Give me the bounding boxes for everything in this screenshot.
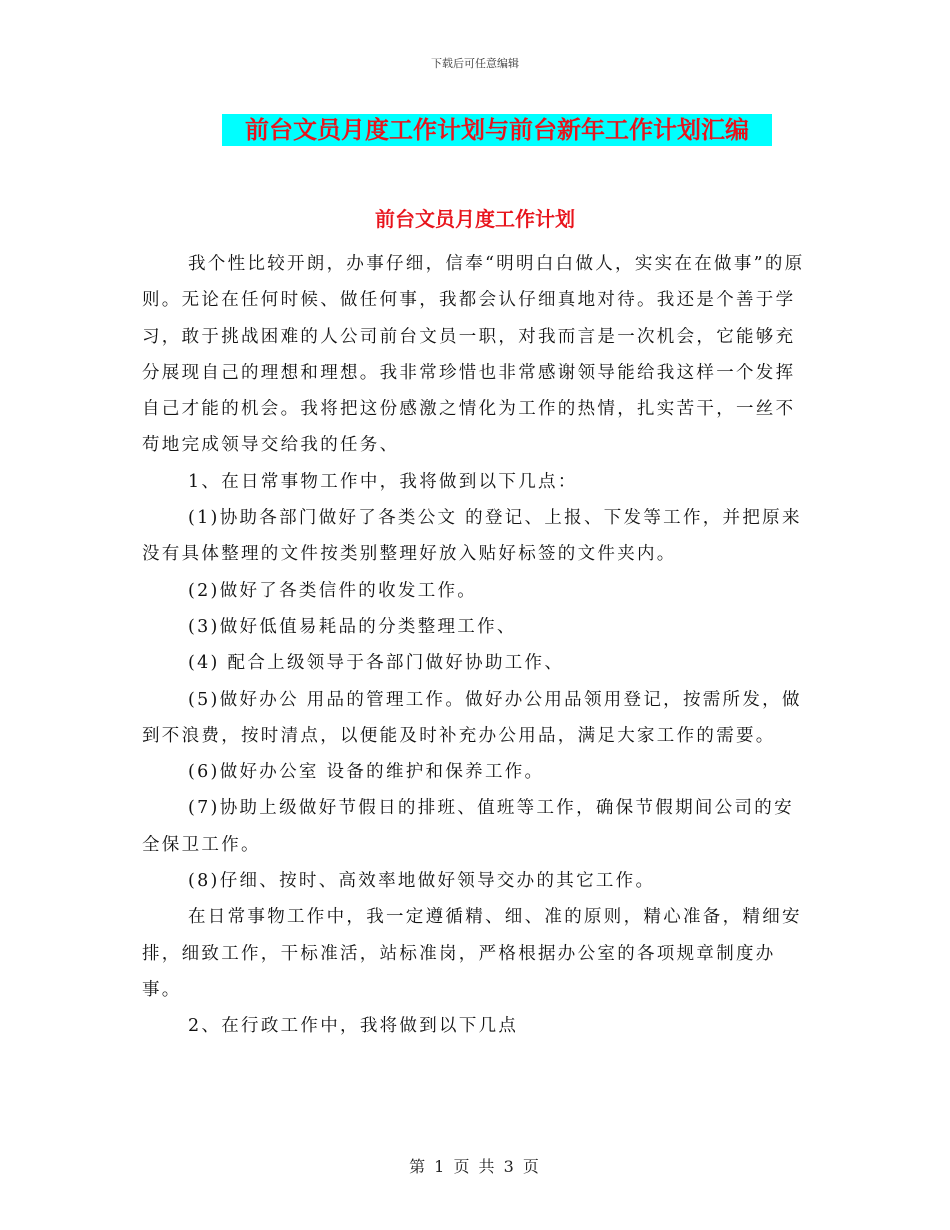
page-header: 下载后可任意编辑 xyxy=(431,57,519,70)
paragraph: (2)做好了各类信件的收发工作。 xyxy=(188,580,478,601)
paragraph: (8)仔细、按时、高效率地做好领导交办的其它工作。 xyxy=(188,871,656,892)
page-footer: 第 1 页 共 3 页 xyxy=(409,1157,541,1176)
document-title: 前台文员月度工作计划与前台新年工作计划汇编 xyxy=(222,114,772,146)
paragraph: (5)做好办公 用品的管理工作。做好办公用品领用登记，按需所发，做到不浪费，按时清点，以便能及时补充办公用品，满足大家工作的需要。 xyxy=(142,689,802,746)
paragraph: 2、在行政工作中，我将做到以下几点 xyxy=(188,1016,519,1037)
paragraph: (7)协助上级做好节假日的排班、值班等工作，确保节假期间公司的安全保卫工作。 xyxy=(142,798,794,855)
paragraph: (3)做好低值易耗品的分类整理工作、 xyxy=(188,616,517,637)
section-title: 前台文员月度工作计划 xyxy=(375,207,575,231)
paragraph: (6)做好办公室 设备的维护和保养工作。 xyxy=(188,762,545,783)
paragraph: 我个性比较开朗，办事仔细，信奉“明明白白做人，实实在在做事”的原则。无论在任何时候、做任何事，我都会认仔细真地对待。我还是个善于学习，敢于挑战困难的人公司前台文员一职，对我而言是一次机会，它能够充分展现自己的理想和理想。我非常珍惜也非常感谢领导能给我这样一个发挥自己才能的机会。我将把这份感激之情化为工作的热情，扎实苦干，一丝不苟地完成领导交给我的任务、 xyxy=(142,254,805,456)
paragraph: (4) 配合上级领导于各部门做好协助工作、 xyxy=(188,653,565,674)
paragraph: (1)协助各部门做好了各类公文 的登记、上报、下发等工作，并把原来没有具体整理的文件按类别整理好放入贴好标签的文件夹内。 xyxy=(142,508,802,565)
paragraph: 1、在日常事物工作中，我将做到以下几点： xyxy=(188,471,578,492)
paragraph: 在日常事物工作中，我一定遵循精、细、准的原则，精心准备，精细安排，细致工作，干标准活，站标准岗，严格根据办公室的各项规章制度办事。 xyxy=(142,907,802,1000)
body-text xyxy=(142,246,810,1045)
